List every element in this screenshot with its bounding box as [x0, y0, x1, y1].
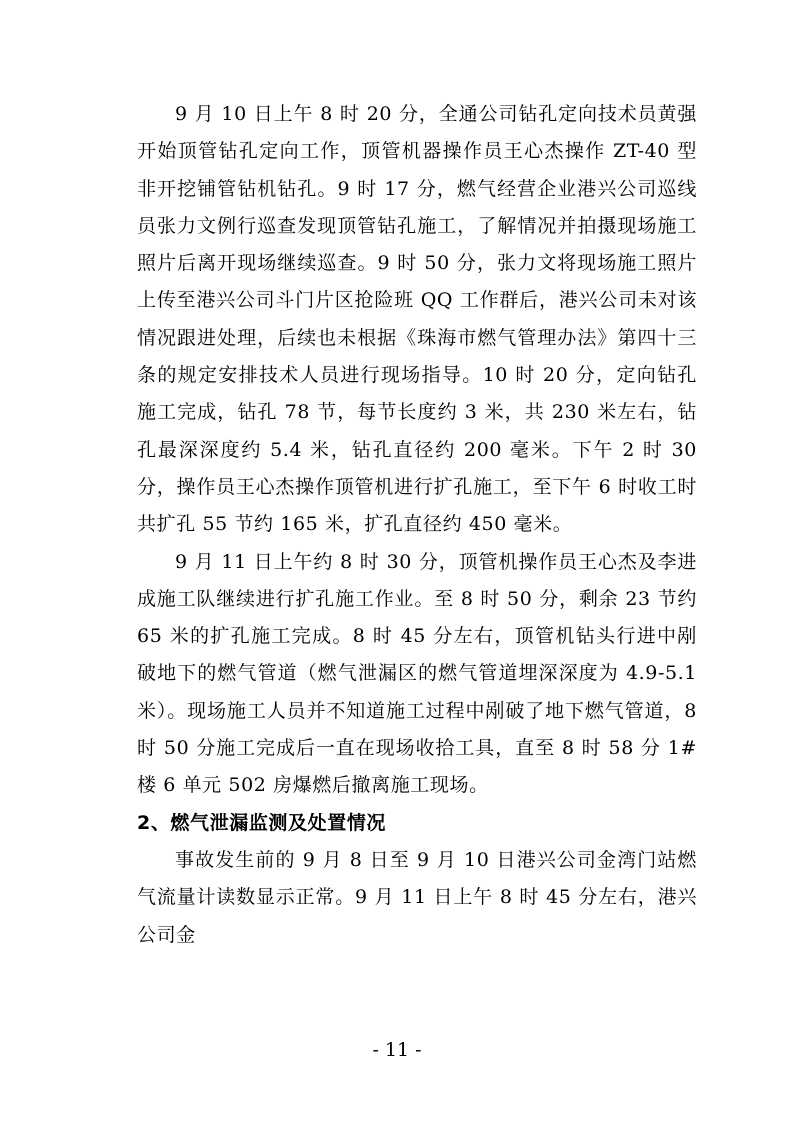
paragraph-sept-11: 9 月 11 日上午约 8 时 30 分，顶管机操作员王心杰及李进成施工队继续进行扩孔施工作业。至 8 时 50 分，剩余 23 节约 65 米的扩孔施工完成。8 时 45 分左右，顶管机钻头行进中剐破地下的燃气管道（燃气泄漏区的燃气管道埋深深度为 4.9-5.1 米）。现场施工人员并不知道施工过程中剐破了地下燃气管道，8 时 50 分施工完成后一直在现场收拾工具，直至 8 时 58 分 1#楼 6 单元 502 房爆燃后撤离施工现场。	[137, 550, 697, 797]
page-number: - 11 -	[372, 1039, 422, 1061]
paragraph-sept-10: 9 月 10 日上午 8 时 20 分，全通公司钻孔定向技术员黄强开始顶管钻孔定向工作，顶管机器操作员王心杰操作 ZT-40 型非开挖铺管钻机钻孔。9 时 17 分，燃气经营企业港兴公司巡线员张力文例行巡查发现顶管钻孔施工，了解情况并拍摄现场施工照片后离开现场继续巡查。9 时 50 分，张力文将现场施工照片上传至港兴公司斗门片区抢险班 QQ 工作群后，港兴公司未对该情况跟进处理，后续也未根据《珠海市燃气管理办法》第四十三条的规定安排技术人员进行现场指导。10 时 20 分，定向钻孔施工完成，钻孔 78 节，每节长度约 3 米，共 230 米左右，钻孔最深深度约 5.4 米，钻孔直径约 200 毫米。下午 2 时 30 分，操作员王心杰操作顶管机进行扩孔施工，至下午 6 时收工时共扩孔 55 节约 165 米，扩孔直径约 450 毫米。	[137, 103, 697, 536]
document-body	[137, 96, 697, 954]
paragraph-monitoring: 事故发生前的 9 月 8 日至 9 月 10 日港兴公司金湾门站燃气流量计读数显示正常。9 月 11 日上午 8 时 45 分左右，港兴公司金	[137, 848, 697, 946]
section-heading: 2、燃气泄漏监测及处置情况	[137, 811, 387, 834]
